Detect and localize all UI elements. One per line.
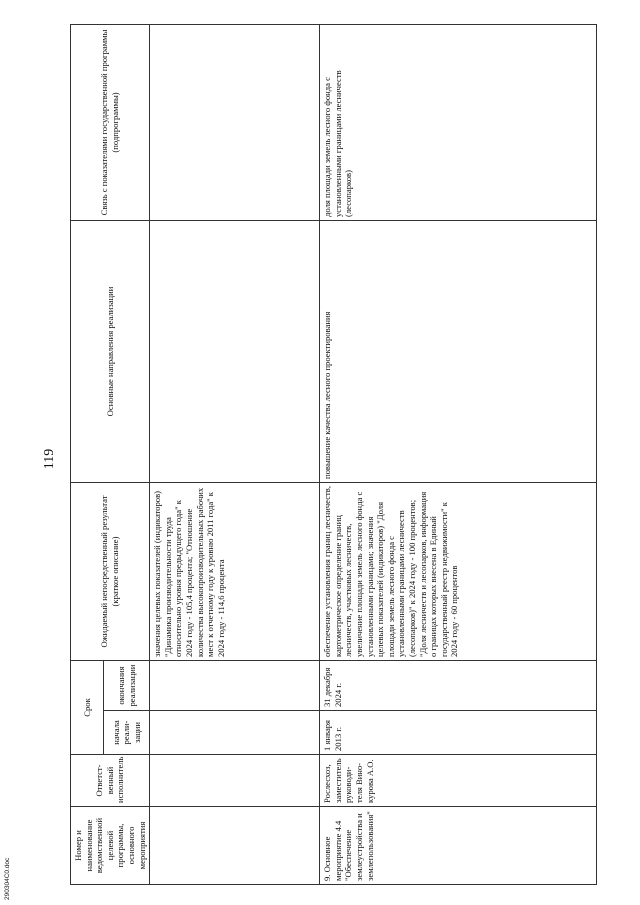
header-executor: Ответст-венный исполнитель (71, 755, 150, 807)
row-end: 31 декабря 2024 г. (322, 667, 343, 707)
header-link: Связь с показателями государственной программы (подпрограммы) (71, 24, 150, 220)
header-end: окончания реализации (104, 660, 150, 710)
row-executor: Рослесхоз, заместитель руководи-теля Вино-курова А.О. (322, 758, 375, 803)
row-number: 9. (322, 874, 333, 881)
header-result: Ожидаемый непосредственный результат (краткое описание) (71, 482, 150, 660)
header-directions: Основные направления реализации (71, 220, 150, 482)
row-result: обеспечение установления границ лесничеств, картометрическое определение границ лесничеств, участковых лесничеств, увеличение площади земель лесного фонда с установленными границами; значения целевых показателей (индикаторов) "Доля площади земель лесного фонда с установленными границами лесничеств (лесопарков)" к 2024 году - 100 процентов; "Доля лесничеств и лесопарков, информация о границах которых внесена в Единый государственный реестр недвижимости" к 2024 году - 60 процентов (322, 486, 460, 657)
program-table (70, 24, 597, 885)
header-start: начала реали-зации (104, 711, 150, 755)
row-link: доля площади земель лесного фонда с установленными границами лесничеств (лесопарков) (322, 70, 354, 217)
table-row (320, 24, 597, 884)
row-start: 1 января 2013 г. (322, 719, 343, 751)
row-name: Основное мероприятие 4.4 "Обеспечение землеустройства и землепользования" (322, 811, 375, 881)
header-name: Номер и наименование ведомственной целевой программы, основного мероприятия (71, 807, 150, 885)
header-row-1 (71, 24, 104, 884)
row-directions: повышение качества лесного проектирования (322, 311, 333, 479)
page-number: 119 (42, 448, 57, 470)
document-page (42, 25, 597, 885)
table-row-continuation (150, 24, 320, 884)
header-term: Срок (71, 660, 104, 754)
continuation-result: значения целевых показателей (индикаторов) "Динамика производительности труда относительно уровня предыдущего года" к 2024 году - 105,4 процента; "Отношение количества высокопроизводительных рабочих мест к отчетному году к уровню 2011 года" к 2024 году - 114,6 процента (152, 487, 226, 657)
footer-code: 290304C0.doc (4, 857, 11, 900)
